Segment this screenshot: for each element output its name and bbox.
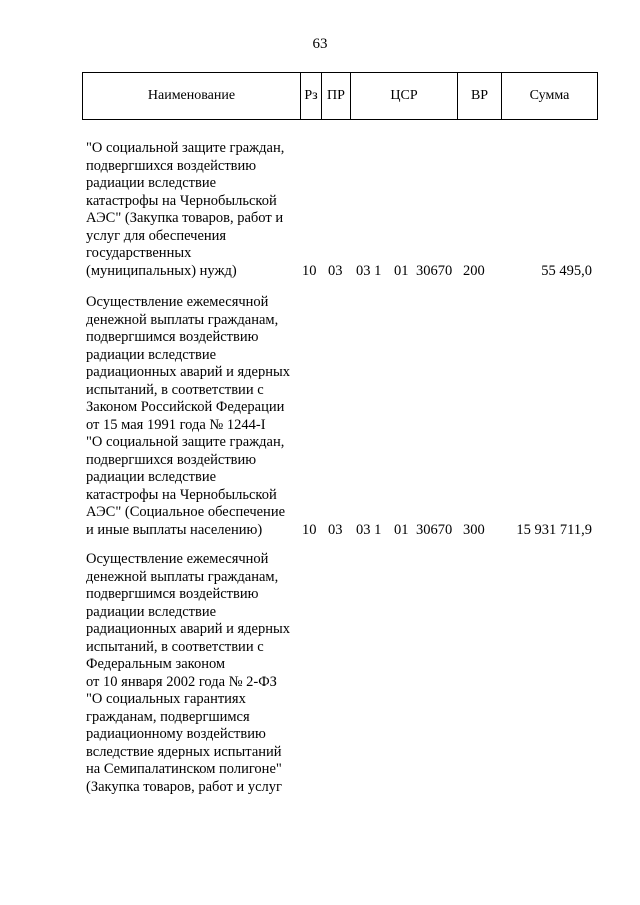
row-pr: 03 bbox=[328, 521, 343, 538]
row-name bbox=[86, 294, 301, 539]
name-line: "О социальных гарантиях bbox=[86, 691, 246, 707]
name-line: Осуществление ежемесячной bbox=[86, 551, 269, 567]
name-line: денежной выплаты гражданам, bbox=[86, 568, 279, 585]
name-line: Осуществление ежемесячной bbox=[86, 294, 269, 310]
name-line: (Закупка товаров, работ и услуг bbox=[86, 778, 282, 795]
name-line: подвергшихся воздействию bbox=[86, 451, 257, 468]
name-line: радиации вследствие bbox=[86, 603, 217, 620]
row-csr-a: 03 1 bbox=[356, 521, 382, 538]
header-sum: Сумма bbox=[529, 88, 570, 103]
row-csr-a: 03 1 bbox=[356, 262, 382, 279]
name-line: от 10 января 2002 года № 2-ФЗ bbox=[86, 673, 277, 690]
name-line: радиации вследствие bbox=[86, 469, 217, 485]
row-sum: 15 931 711,9 bbox=[516, 521, 592, 538]
row-name bbox=[86, 140, 301, 280]
name-line: государственных bbox=[86, 245, 192, 261]
name-line: "О социальной защите граждан, bbox=[86, 434, 285, 450]
name-line: Законом Российской Федерации bbox=[86, 399, 285, 415]
row-name bbox=[86, 551, 301, 796]
name-line: от 15 мая 1991 года № 1244-I bbox=[86, 416, 266, 433]
name-line: радиации вследствие bbox=[86, 175, 217, 191]
name-line: радиации вследствие bbox=[86, 346, 217, 363]
row-vr: 200 bbox=[463, 262, 485, 279]
name-line: подвергшихся воздействию bbox=[86, 157, 257, 174]
header-csr: ЦСР bbox=[351, 73, 458, 119]
name-line: Федеральным законом bbox=[86, 656, 226, 672]
name-line: подвергшимся воздействию bbox=[86, 329, 259, 345]
row-csr-b: 01 bbox=[394, 521, 409, 538]
name-line: катастрофы на Чернобыльской bbox=[86, 192, 277, 209]
name-line: радиационному воздействию bbox=[86, 726, 266, 742]
table-header bbox=[82, 72, 598, 120]
name-line: вследствие ядерных испытаний bbox=[86, 743, 282, 760]
name-line: радиационных аварий и ядерных bbox=[86, 621, 290, 637]
name-line: гражданам, подвергшимся bbox=[86, 708, 250, 725]
row-csr-b: 01 bbox=[394, 262, 409, 279]
name-line: АЭС" (Закупка товаров, работ и bbox=[86, 210, 284, 226]
row-sum: 55 495,0 bbox=[541, 262, 592, 279]
page-number: 63 bbox=[312, 36, 328, 52]
name-line: АЭС" (Социальное обеспечение bbox=[86, 504, 286, 520]
row-csr-c: 30670 bbox=[416, 521, 453, 538]
name-line: "О социальной защите граждан, bbox=[86, 140, 285, 156]
row-pr: 03 bbox=[328, 262, 343, 279]
name-line: радиационных аварий и ядерных bbox=[86, 364, 290, 380]
name-line: денежной выплаты гражданам, bbox=[86, 311, 279, 328]
name-line: и иные выплаты населению) bbox=[86, 521, 263, 538]
row-rz: 10 bbox=[302, 521, 317, 538]
name-line: услуг для обеспечения bbox=[86, 227, 227, 244]
name-line: испытаний, в соответствии с bbox=[86, 638, 264, 655]
header-vr: ВР bbox=[458, 73, 502, 119]
row-vr: 300 bbox=[463, 521, 485, 538]
name-line: на Семипалатинском полигоне" bbox=[86, 761, 282, 777]
name-line: (муниципальных) нужд) bbox=[86, 262, 237, 279]
name-line: катастрофы на Чернобыльской bbox=[86, 486, 277, 503]
name-line: подвергшимся воздействию bbox=[86, 586, 259, 602]
row-rz: 10 bbox=[302, 262, 317, 279]
header-name: Наименование bbox=[83, 73, 301, 119]
header-rz: Рз bbox=[301, 73, 322, 119]
name-line: испытаний, в соответствии с bbox=[86, 381, 264, 398]
header-pr: ПР bbox=[322, 73, 351, 119]
row-csr-c: 30670 bbox=[416, 262, 453, 279]
